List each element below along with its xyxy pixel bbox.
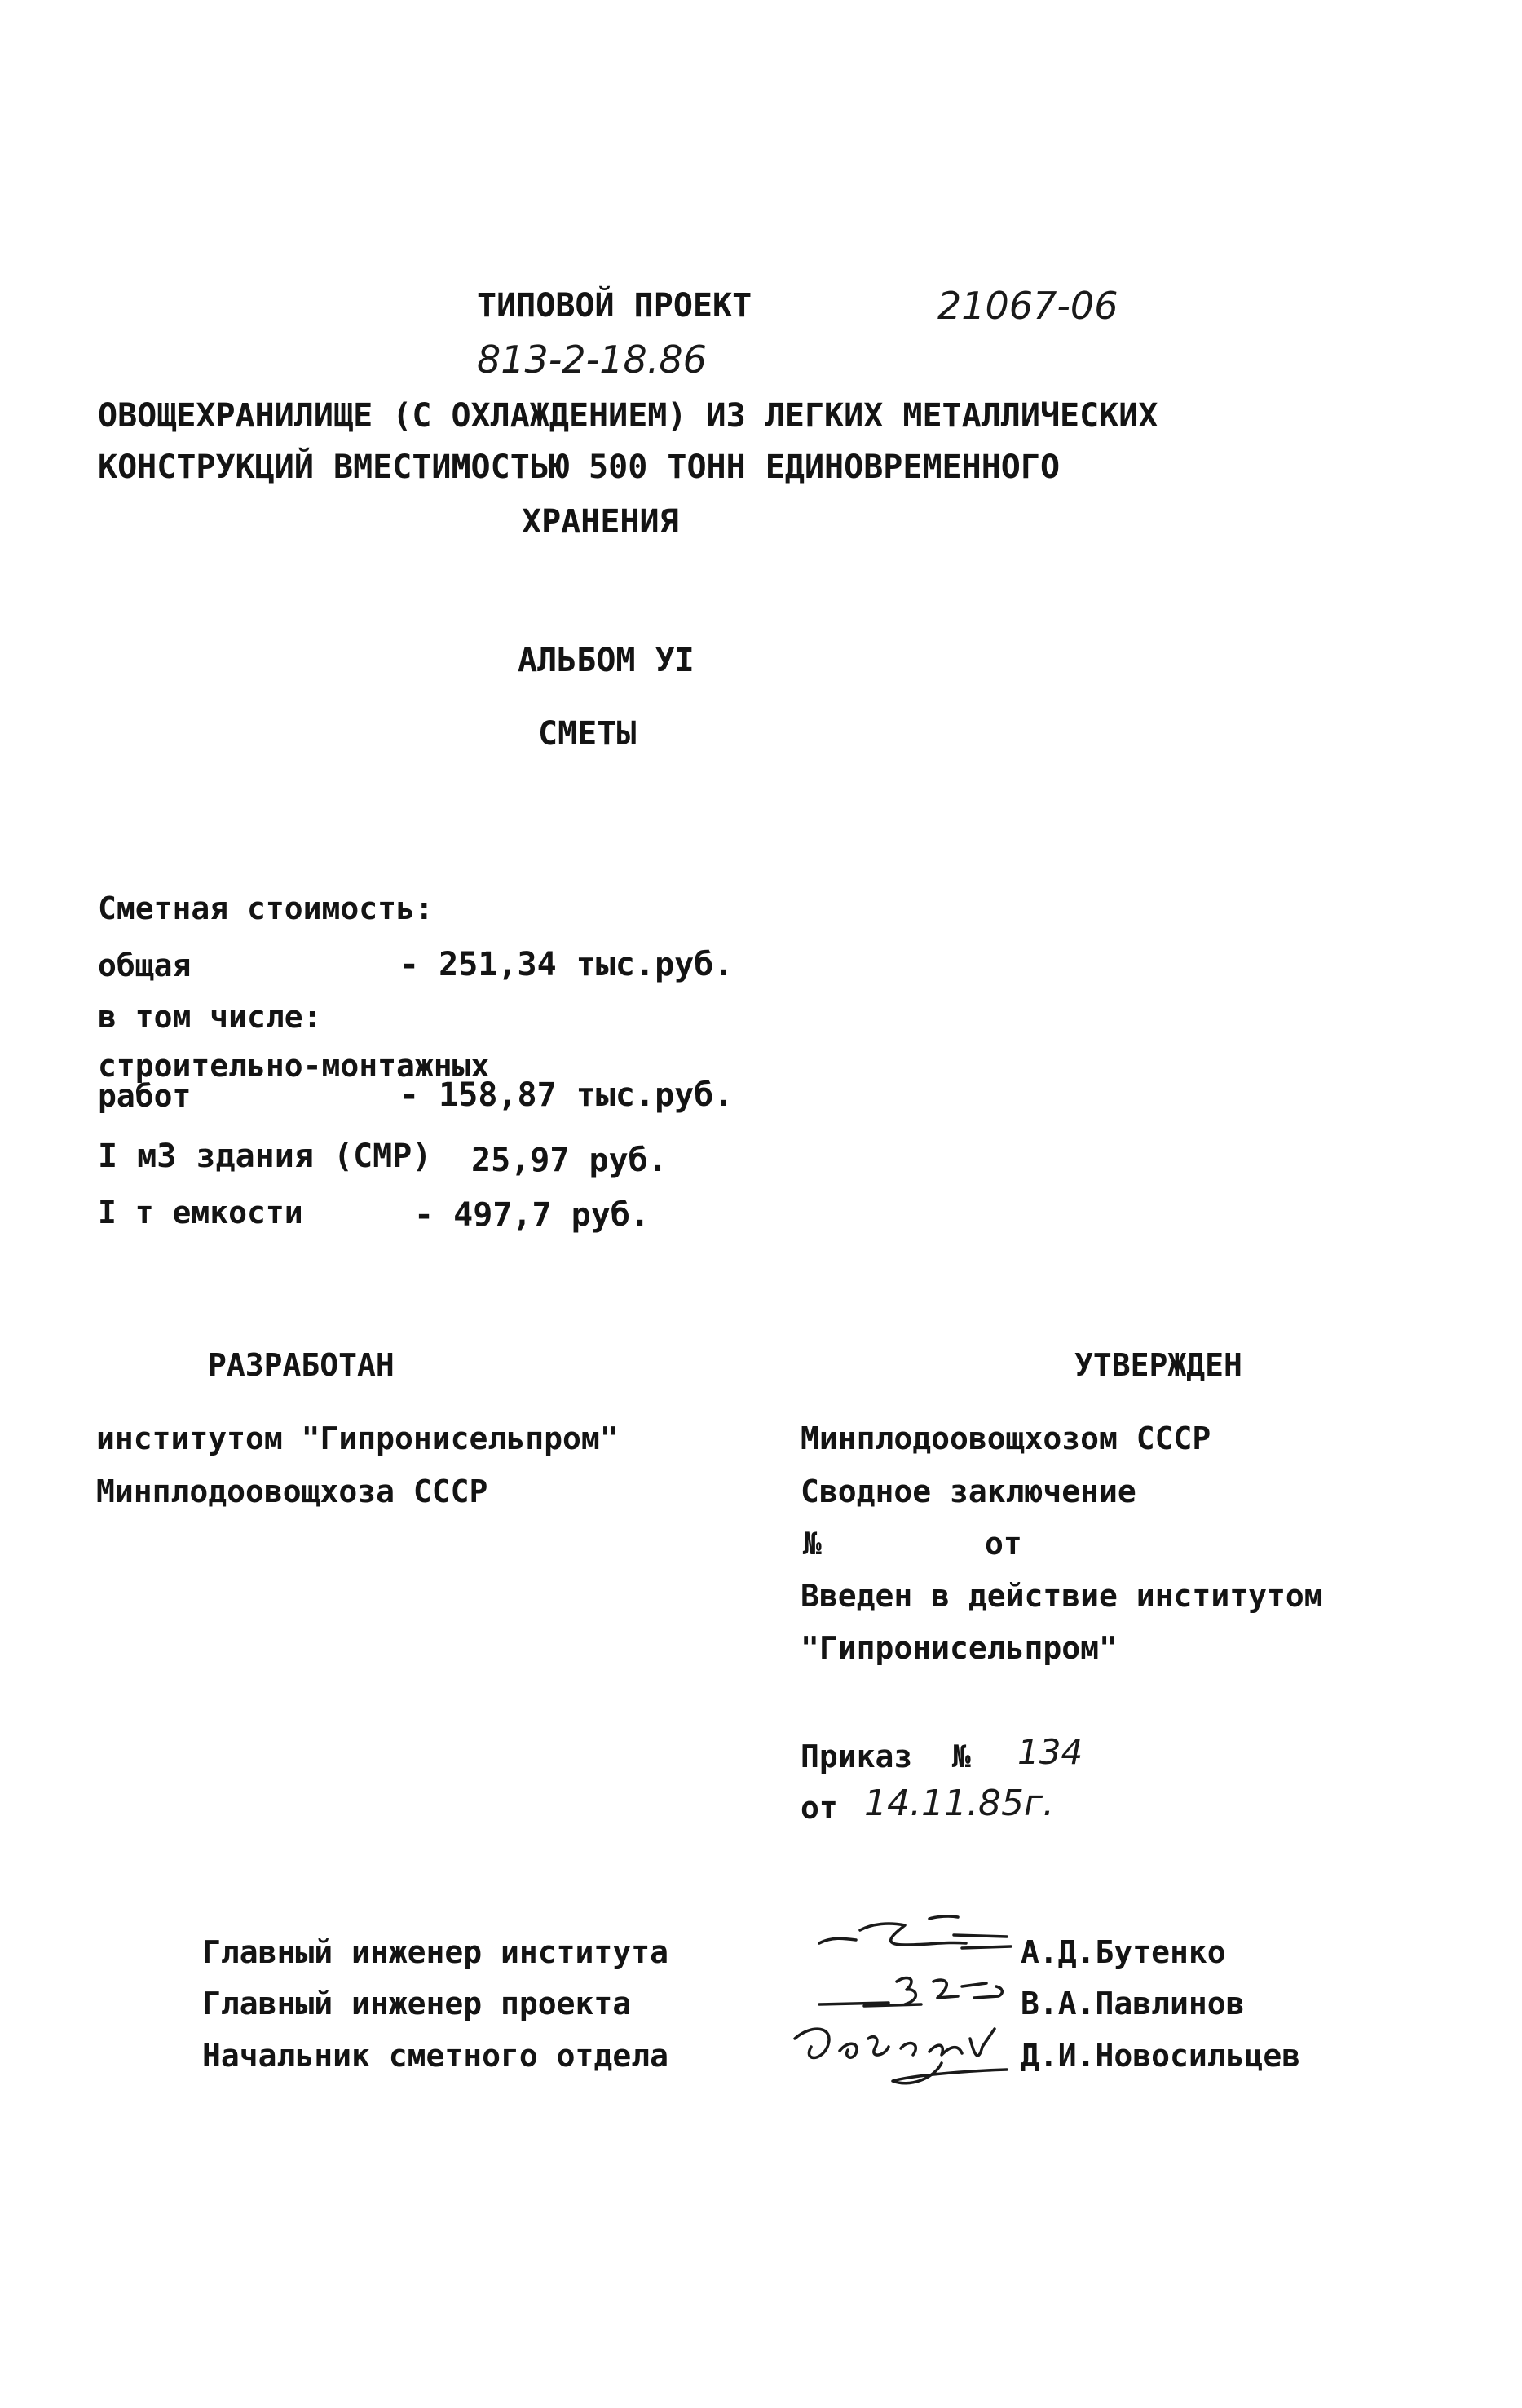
signature-3 bbox=[779, 2014, 1023, 2092]
project-label: ТИПОВОЙ ПРОЕКТ bbox=[477, 287, 752, 325]
cost-smr-label-1: строительно-монтажных bbox=[98, 1048, 490, 1084]
cost-smr-label-2: работ bbox=[98, 1078, 192, 1114]
order-from-label: от bbox=[801, 1790, 838, 1826]
cost-smr-value: - 158,87 тыс.руб. bbox=[399, 1076, 734, 1114]
approved-from-label: от bbox=[985, 1526, 1022, 1562]
project-number: 21067-06 bbox=[937, 284, 1118, 328]
developed-heading: РАЗРАБОТАН bbox=[208, 1347, 395, 1383]
title-line-3: ХРАНЕНИЯ bbox=[522, 503, 679, 541]
cost-heading: Сметная стоимость: bbox=[98, 890, 434, 926]
signatory-role-3: Начальник сметного отдела bbox=[202, 2038, 668, 2074]
cost-ton-value: - 497,7 руб. bbox=[414, 1196, 650, 1234]
signatory-role-1: Главный инженер института bbox=[202, 1934, 668, 1970]
approved-line-5: "Гипронисельпром" bbox=[801, 1630, 1118, 1666]
signatory-name-3: Д.И.Новосильцев bbox=[1021, 2038, 1301, 2074]
approved-line-2: Сводное заключение bbox=[801, 1474, 1136, 1509]
approved-number-label: № bbox=[803, 1526, 822, 1562]
approved-line-4: Введен в действие институтом bbox=[801, 1578, 1323, 1614]
title-line-2: КОНСТРУКЦИЙ ВМЕСТИМОСТЬЮ 500 ТОНН ЕДИНОВРЕМЕННОГО bbox=[98, 448, 1061, 486]
album-label: АЛЬБОМ УI bbox=[518, 642, 695, 679]
section-label: СМЕТЫ bbox=[538, 715, 637, 753]
developed-line-1: институтом "Гипронисельпром" bbox=[96, 1420, 619, 1456]
cost-m3-value: 25,97 руб. bbox=[471, 1142, 668, 1179]
order-number-label: № bbox=[952, 1739, 971, 1774]
signatory-role-2: Главный инженер проекта bbox=[202, 1986, 632, 2021]
approved-line-1: Минплодоовощхозом СССР bbox=[801, 1420, 1211, 1456]
signature-1 bbox=[815, 1912, 1015, 1969]
signatory-name-1: А.Д.Бутенко bbox=[1021, 1934, 1226, 1970]
order-number: 134 bbox=[1017, 1732, 1083, 1772]
developed-line-2: Минплодоовощхоза СССР bbox=[96, 1474, 488, 1509]
cost-total-value: - 251,34 тыс.руб. bbox=[399, 946, 734, 983]
series-code: 813-2-18.86 bbox=[477, 338, 707, 382]
cost-including-label: в том числе: bbox=[98, 999, 322, 1035]
approved-heading: УТВЕРЖДЕН bbox=[1074, 1347, 1242, 1383]
order-label: Приказ bbox=[801, 1739, 913, 1774]
signatory-name-2: В.А.Павлинов bbox=[1021, 1986, 1245, 2021]
cost-m3-label: I м3 здания (СМР) bbox=[98, 1138, 432, 1175]
title-line-1: ОВОЩЕХРАНИЛИЩЕ (С ОХЛАЖДЕНИЕМ) ИЗ ЛЕГКИХ МЕТАЛЛИЧЕСКИХ bbox=[98, 397, 1158, 435]
cost-total-label: общая bbox=[98, 948, 192, 983]
order-date: 14.11.85г. bbox=[864, 1783, 1055, 1824]
cost-ton-label: I т емкости bbox=[98, 1195, 303, 1231]
